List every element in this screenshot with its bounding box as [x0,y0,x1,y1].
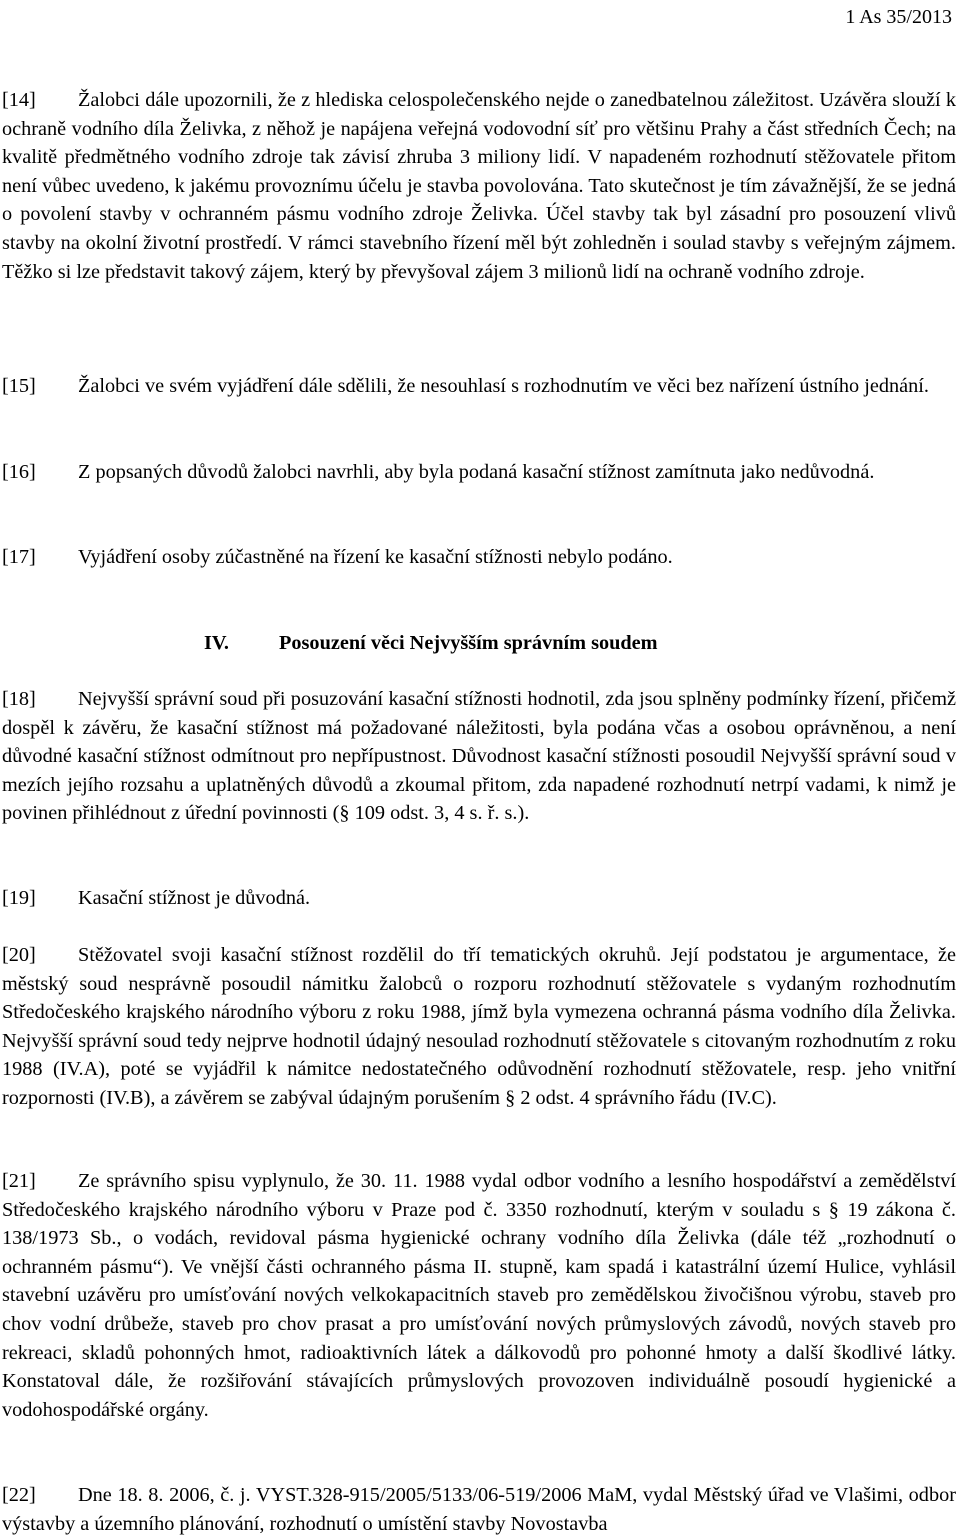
paragraph-text: Dne 18. 8. 2006, č. j. VYST.328-915/2005/5133/06-519/2006 MaM, vydal Městský úřad ve Vlašimi, odbor výstavby a územního plánování, rozhodnutí o umístění stavby Novostavba [2,1484,956,1535]
paragraph-19 [2,884,956,913]
paragraph-21 [2,1167,956,1424]
paragraph-16 [2,458,956,487]
paragraph-number: [15] [2,375,36,397]
paragraph-text: Z popsaných důvodů žalobci navrhli, aby byla podaná kasační stížnost zamítnuta jako nedůvodná. [78,461,875,483]
paragraph-number: [16] [2,461,36,483]
paragraph-text: Stěžovatel svoji kasační stížnost rozdělil do tří tematických okruhů. Její podstatou je argumentace, že městský soud nesprávně posoudil námitku žalobců o rozporu rozhodnutí stěžovatele s vydaným rozhodnutím Středočeského krajského národního výboru z roku 1988, jímž byla vymezena ochranná pásma vodního díla Želivka. Nejvyšší správní soud tedy nejprve hodnotil údajný nesoulad rozhodnutí stěžovatele s citovaným rozhodnutím z roku 1988 (IV.A), poté se vyjádřil k námitce nedostatečného odůvodnění rozhodnutí stěžovatele, resp. jeho vnitřní rozpornosti (IV.B), a závěrem se zabýval údajným porušením § 2 odst. 4 správního řádu (IV.C). [2,944,956,1109]
paragraph-14 [2,86,956,286]
paragraph-number: [22] [2,1484,36,1506]
section-number: IV. [204,632,229,654]
paragraph-text: Žalobci ve svém vyjádření dále sdělili, že nesouhlasí s rozhodnutím ve věci bez nařízení ústního jednání. [78,375,929,397]
paragraph-22 [2,1481,956,1538]
paragraph-18 [2,685,956,828]
paragraph-number: [19] [2,887,36,909]
paragraph-number: [17] [2,546,36,568]
paragraph-text: Vyjádření osoby zúčastněné na řízení ke kasační stížnosti nebylo podáno. [78,546,673,568]
paragraph-number: [21] [2,1170,36,1192]
paragraph-text: Nejvyšší správní soud při posuzování kasační stížnosti hodnotil, zda jsou splněny podmínky řízení, přičemž dospěl k závěru, že kasační stížnost má požadované náležitosti, byla podána včas a osobou oprávněnou, a není důvodné kasační stížnost odmítnout pro nepřípustnost. Důvodnost kasační stížnosti posoudil Nejvyšší správní soud v mezích jejího rozsahu a uplatněných důvodů a zkoumal přitom, zda napadené rozhodnutí netrpí vadami, k nimž je povinen přihlédnout z úřední povinnosti (§ 109 odst. 3, 4 s. ř. s.). [2,688,956,825]
paragraph-text: Ze správního spisu vyplynulo, že 30. 11. 1988 vydal odbor vodního a lesního hospodářství a zemědělství Středočeského krajského národního výboru v Praze pod č. 3350 rozhodnutí, kterým v souladu s § 19 zákona č. 138/1973 Sb., o vodách, revidoval pásma hygienické ochrany vodního díla Želivka (dále též „rozhodnutí o ochranném pásmu“). Ve vnější části ochranného pásma II. stupně, kam spadá i katastrální území Hulice, vyhlásil stavební uzávěru pro umísťování nových velkokapacitních staveb pro zemědělskou živočišnou výrobu, staveb pro chov vodní drůbeže, staveb pro chov prasat a pro umísťování nových průmyslových závodů, nových staveb pro rekreaci, skladů pohonných hmot, radioaktivních látek a dálkovodů pro pohonné hmoty a další škodlivé látky. Konstatoval dále, že rozšiřování stávajících průmyslových provozoven individuálně posoudí hygienické a vodohospodářské orgány. [2,1170,956,1421]
section-title: Posouzení věci Nejvyšším správním soudem [279,632,658,654]
paragraph-number: [18] [2,688,36,710]
paragraph-15 [2,372,956,401]
paragraph-text: Žalobci dále upozornili, že z hlediska celospolečenského nejde o zanedbatelnou záležitost. Uzávěra slouží k ochraně vodního díla Želivka, z něhož je napájena veřejná vodovodní síť pro většinu Prahy a část středních Čech; na kvalitě předmětného vodního zdroje tak závisí zhruba 3 miliony lidí. V napadeném rozhodnutí stěžovatele přitom není vůbec uvedeno, k jakému provoznímu účelu je stavba povolována. Tato skutečnost je tím závažnější, že se jedná o povolení stavby v ochranném pásmu vodního zdroje Želivka. Účel stavby tak byl zásadní pro posouzení vlivů stavby na okolní životní prostředí. V rámci stavebního řízení měl být zohledněn i soulad stavby s veřejným zájmem. Těžko si lze představit takový zájem, který by převyšoval zájem 3 milionů lidí na ochraně vodního zdroje. [2,89,956,283]
case-number: 1 As 35/2013 [845,6,952,28]
paragraph-17 [2,543,956,572]
paragraph-20 [2,941,956,1113]
paragraph-number: [14] [2,89,36,111]
paragraph-number: [20] [2,944,36,966]
paragraph-text: Kasační stížnost je důvodná. [78,887,311,909]
